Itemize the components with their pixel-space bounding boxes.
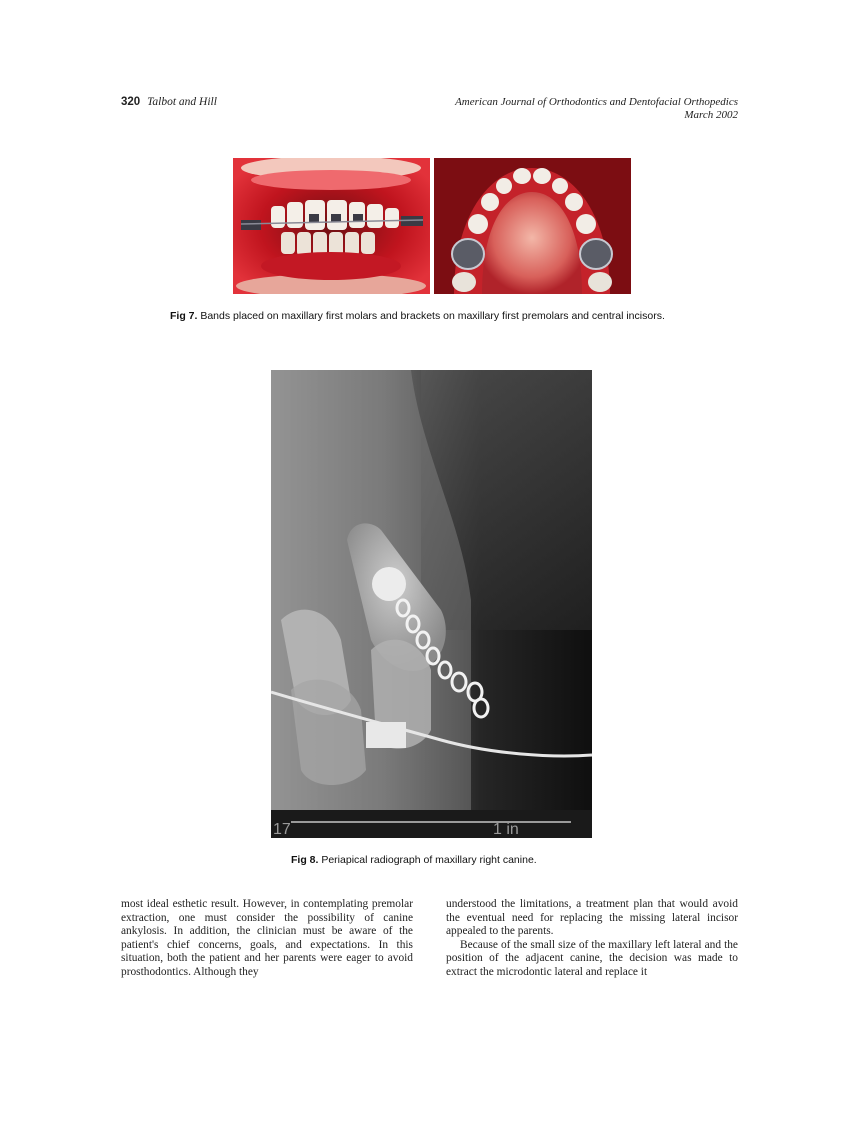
running-header-right <box>455 96 738 122</box>
left-column-paragraph: most ideal esthetic result. However, in contemplating premolar extraction, one must consider the possibility of canine ankylosis. In addition, the clinician must be aware of the patient's chief concerns, goals, and expectations. In this situation, both the patient and her parents were eager to avoid prosthodontics. Although they <box>121 898 413 978</box>
bonded-attachment <box>372 567 406 601</box>
right-column-paragraph-2: Because of the small size of the maxillary left lateral and the position of the adjacent canine, the decision was made to extract the microdontic lateral and replace it <box>446 938 738 978</box>
page-number: 320 <box>121 96 141 108</box>
frontal-intraoral-photo <box>233 158 430 294</box>
figure-7-caption <box>170 310 710 322</box>
film-mark-left: 17 <box>273 821 291 838</box>
figure-8-caption <box>291 854 611 866</box>
film-mark-right: 1 in <box>493 821 519 838</box>
right-column-paragraph-1: understood the limitations, a treatment plan that would avoid the eventual need for replacing the missing lateral incisor appealed to the parents. <box>446 898 738 938</box>
occlusal-intraoral-photo <box>434 158 631 294</box>
body-column-right <box>446 898 738 980</box>
figure-7-photographs <box>233 158 631 294</box>
issue-date: March 2002 <box>684 109 738 121</box>
figure-8-radiograph <box>271 370 592 838</box>
figure-7-caption-text: Bands placed on maxillary first molars and brackets on maxillary first premolars and central incisors. <box>200 310 665 322</box>
bracket <box>366 722 406 748</box>
figure-7-label: Fig 7. <box>170 310 198 322</box>
running-authors: Talbot and Hill <box>147 96 217 108</box>
running-header-left <box>121 96 217 108</box>
body-column-left <box>121 898 413 980</box>
journal-title: American Journal of Orthodontics and Dentofacial Orthopedics <box>455 96 738 108</box>
figure-8-caption-text: Periapical radiograph of maxillary right canine. <box>321 854 537 866</box>
figure-8-label: Fig 8. <box>291 854 319 866</box>
